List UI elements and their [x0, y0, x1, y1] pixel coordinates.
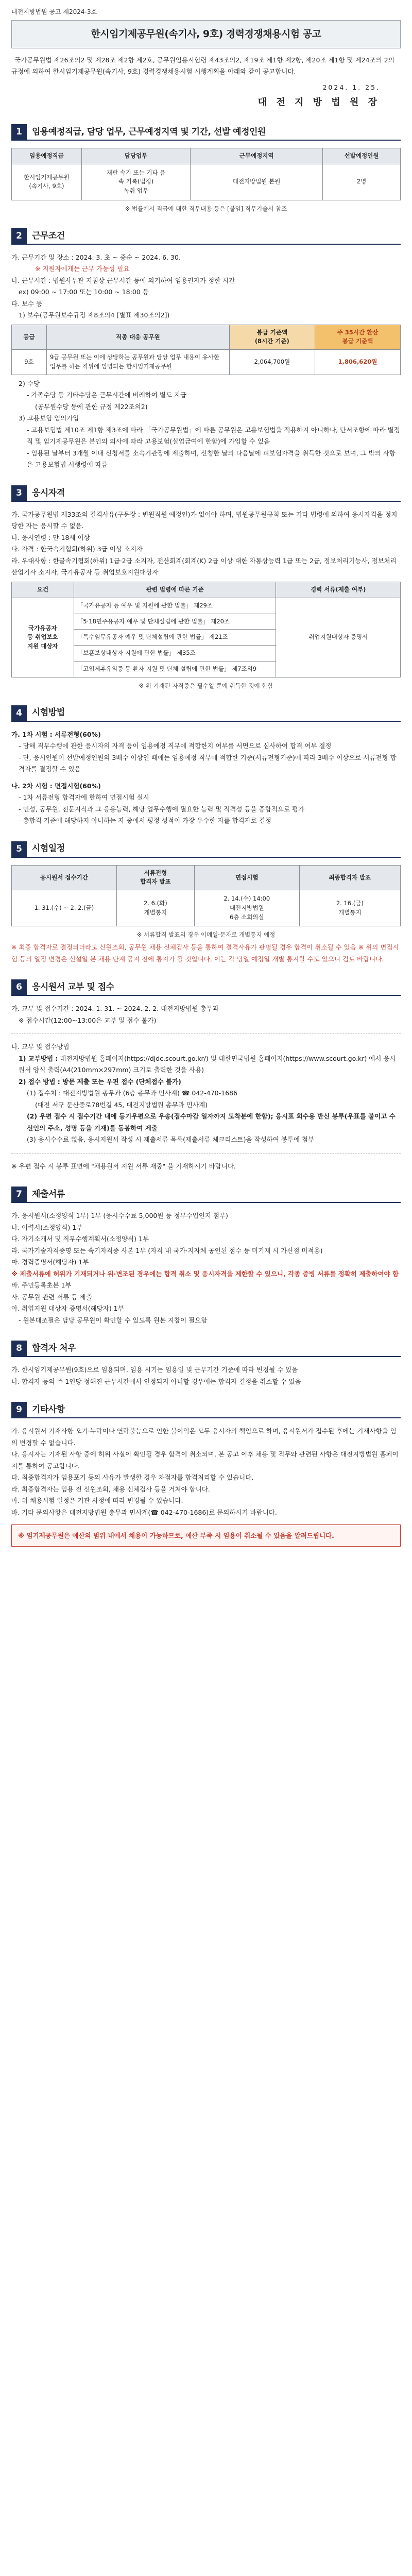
table-header-row [12, 148, 401, 164]
text-line: - 1차 서류전형 합격자에 한하여 면접시험 실시 [19, 793, 149, 802]
list-item: 다. 자기소개서 및 직무수행계획서(소정양식) 1부 [11, 1235, 149, 1243]
section-5-header [11, 841, 401, 858]
text-line: 2) 접수 방법 : 방문 제출 또는 우편 접수 (단체접수 불가) [19, 1077, 181, 1086]
table-cell: 「국가유공자 등 예우 및 지원에 관한 법률」 제29조 [74, 598, 276, 614]
section-number: 2 [11, 228, 27, 244]
table-header-cell: 담당업무 [81, 148, 190, 164]
table-header-cell: 요건 [12, 582, 74, 598]
section-1-header [11, 124, 401, 141]
table-cell: 2명 [322, 164, 400, 200]
section-number: 9 [11, 1402, 27, 1417]
section-title: 근무조건 [32, 230, 65, 241]
text-line: (3) 응시수수료 없음, 응시지원서 작성 시 제출서류 목록(제출서류 체크리스트)을 작성하여 봉투에 첨부 [27, 1136, 315, 1144]
table-cell: 대전지방법원 본원 [191, 164, 323, 200]
list-item: 나. 응시자는 기재된 사항 중에 허위 사실이 확인될 경우 합격이 취소되며, 본 공고 이후 채용 및 직무와 관련된 사항은 대전지방법원 홈페이지를 통하여 공고합니다. [11, 1450, 399, 1470]
table-cell: 2. 16.(금) 개별통지 [299, 890, 400, 926]
list-item: 가. 한시임기제공무원(9호)으로 임용되며, 임용 시기는 임용일 및 근무기간 기준에 따라 변경될 수 있음 [11, 1366, 298, 1374]
section-title: 시험일정 [32, 843, 65, 854]
table-header-cell: 최종합격자 발표 [299, 865, 400, 890]
position-table [11, 148, 401, 200]
list-item: 바. 기타 문의사항은 대전지방법원 총무과 민사계(☎ 042-470-1686)로 문의하시기 바랍니다. [11, 1508, 277, 1516]
section-number: 5 [11, 841, 27, 857]
table-header-cell: 근무예정지역 [191, 148, 323, 164]
table-note: ※ 서류합격 발표의 경우 이메일·문자로 개별통지 예정 [136, 931, 276, 939]
table-note: ※ 법률에서 직급에 대한 직무내용 등은 [붙임] 직무기술서 참조 [125, 205, 287, 212]
list-item: 마. 경력증명서(해당자) 1부 [11, 1258, 89, 1266]
section-number: 4 [11, 705, 27, 721]
table-cell: 9호 [12, 350, 47, 375]
budget-remark: ※ 임기제공무원은 예산의 범위 내에서 채용이 가능하므로, 예산 부족 시 임용이 취소될 수 있음을 알려드립니다. [11, 1524, 401, 1547]
list-item: 라. 국가기술자격증명 또는 속기자격증 사본 1부 (자격 내 국가·지자체 공인된 점수 등 미기재 시 가산점 미적용) [11, 1246, 323, 1255]
table-row [12, 598, 401, 614]
table-cell: 「고엽제후유의증 등 환자 지원 및 단체 설립에 관한 법률」 제7조의9 [74, 661, 276, 677]
list-item: 사. 공무원 관련 서류 등 제출 [11, 1293, 92, 1301]
text-line: ※ 지원자에게는 근무 가능성 필요 [35, 265, 130, 273]
table-row [12, 164, 401, 200]
section-number: 8 [11, 1341, 27, 1356]
text-line: - 담해 직무수행에 관한 응시자의 자격 등이 임용예정 직무에 적합한지 여부를 서면으로 심사하여 합격 여부 결정 [19, 742, 332, 750]
text-line: 가. 교부 및 접수기간 : 2024. 1. 31. ~ 2024. 2. 2. 대전지방법원 총무과 [11, 1005, 219, 1013]
section-2-header [11, 228, 401, 245]
table-cell: 2. 14.(수) 14:00 대전지방법원 6층 소회의실 [194, 890, 299, 926]
text-line: 라. 우대사항 : 한글속기협회(하위) 1급·2급 소지자, 전산회계(회계(K) 2급 이상·대한 자통상능력 1급 또는 2급, 정보처리기능사, 정보처리산업기사 소지자, 국가유공자 등 취업보호지원대상자 [11, 556, 397, 577]
pay-table [11, 325, 401, 375]
table-header-cell: 관련 법령에 따른 기준 [74, 582, 276, 598]
text-line: - 총합격 기준에 해당하지 아니하는 자 중에서 평정 성적이 가장 우수한 자를 합격자로 결정 [19, 817, 271, 825]
list-item: 아. 취업지원 대상자 증명서(해당자) 1부 [11, 1304, 124, 1313]
text-line: 다. 자격 : 한국속기협회(하위) 3급 이상 소지자 [11, 545, 143, 553]
text-line: - 고용보험법 제10조 제1항 제3조에 따라 「국가공무원법」에 따른 공무원은 고용보험법을 적용하지 아니하나, 단서조항에 따라 별정직 및 임기제공무원은 본인의 의사에 따라 고용보험(실업급여에 한함)에 가입할 수 있음 [27, 426, 400, 446]
section-number: 7 [11, 1187, 27, 1202]
notice-number: 대전지방법원 공고 제2024-3호 [11, 8, 97, 15]
notice-signer: 대 전 지 방 법 원 장 [258, 97, 380, 108]
text-line: 대전지방법원 홈페이지(https://djdc.scourt.go.kr/) 및 대한민국법원 홈페이지(https://www.scourt.go.kr) 에서 응시원서 양식 출력(A4(210mm×297mm) 크기로 출력한 것을 사용) [19, 1054, 396, 1074]
table-cell: 9급 공무원 또는 이에 상당하는 공무원과 담당 업무 내용이 유사한 업무를 하는 직위에 임명되는 한시임기제공무원 [46, 350, 229, 375]
section-9-header [11, 1402, 401, 1418]
text-line: (공무원수당 등에 관한 규정 제22조의2) [35, 402, 148, 411]
table-cell: 2,064,700원 [229, 350, 315, 375]
text-line: (1) 접수처 : 대전지방법원 총무과 (6층 총무과 민사계) ☎ 042-470-1686 [27, 1089, 237, 1097]
notice-title: 한시임기제공무원(속기사, 9호) 경력경쟁채용시험 공고 [11, 20, 401, 48]
table-row [12, 350, 401, 375]
table-header-row [12, 325, 401, 350]
table-header-cell: 선발예정인원 [322, 148, 400, 164]
table-header-row [12, 865, 401, 890]
section-title: 시험방법 [32, 707, 65, 718]
table-cell: 1. 31.(수) ~ 2. 2.(금) [12, 890, 117, 926]
table-row [12, 890, 401, 926]
table-header-cell: 서류전형 합격자 발표 [116, 865, 194, 890]
table-header-cell: 경력 서류(제출 여부) [276, 582, 401, 598]
text-line: 나. 근무시간 : 법원사무관 지침상 근무시간 등에 의거하여 임용권자가 정한 시간 [11, 276, 235, 284]
text-line: - 단, 응시인원이 선발예정인원의 3배수 이상인 때에는 임용예정 직무에 적합한 기준(서류전형기준)에 따라 3배수 이상으로 서류전형 합격자를 결정할 수 있음 [19, 753, 397, 773]
text-line: 나. 교부 및 접수방법 [11, 1043, 70, 1051]
text-line: ex) 09:00 ~ 17:00 또는 10:00 ~ 18:00 등 [19, 288, 149, 296]
table-cell: 1,806,620원 [315, 350, 400, 375]
warning-text: ※ 제출서류에 허위가 기재되거나 위·변조된 경우에는 합격 취소 및 응시자격을 제한할 수 있으니, 각종 증빙 서류를 정확히 제출하여야 함 [11, 1269, 399, 1278]
section-number: 6 [11, 979, 27, 995]
section-title: 응시자격 [32, 487, 65, 498]
section-4-header [11, 705, 401, 722]
text-line: ※ 접수시간(12:00~13:00은 교부 및 접수 불가) [19, 1016, 157, 1024]
table-cell: 취업지원대상자 증명서 [276, 598, 401, 677]
table-cell: 「보훈보상대상자 지원에 관한 법률」 제35조 [74, 646, 276, 662]
text-line: 3) 고용보험 임의가입 [19, 414, 79, 422]
table-cell: 2. 6.(화) 개별통지 [116, 890, 194, 926]
text-line: 나. 응시연령 : 만 18세 이상 [11, 533, 90, 541]
text-line: 가. 근무기간 및 장소 : 2024. 3. 초 ~ 중순 ~ 2024. 6. 30. [11, 253, 181, 261]
section-title: 임용예정직급, 담당 업무, 근무예정지역 및 기간, 선발 예정인원 [32, 126, 266, 137]
text-line: - 가족수당 등 기타수당은 근무시간에 비례하여 별도 지급 [27, 391, 187, 399]
list-item: 다. 최종합격자가 임용포기 등의 사유가 발생한 경우 차점자를 합격처리할 수 있습니다. [11, 1473, 254, 1482]
table-cell: 「5·18민주유공자 예우 및 단체설립에 관한 법률」 제20조 [74, 614, 276, 630]
section-title: 제출서류 [32, 1189, 65, 1199]
text-line: 다. 보수 등 [11, 299, 43, 308]
table-header-cell: 응시원서 접수기간 [12, 865, 117, 890]
list-item: 라. 최종합격자는 임용 전 신원조회, 채용 신체검사 등을 거쳐야 합니다. [11, 1485, 210, 1493]
table-header-cell: 봉급 기준액 (8시간 기준) [229, 325, 315, 350]
table-header-cell: 면접시험 [194, 865, 299, 890]
text-line: ※ 우편 접수 시 봉투 표면에 "채용원서 지원 서류 재중" 을 기재하시기 바랍니다. [11, 1162, 236, 1170]
section-7-header [11, 1187, 401, 1203]
schedule-table [11, 865, 401, 927]
text-line: 2) 수당 [19, 379, 40, 387]
list-item: 바. 주민등록초본 1부 [11, 1281, 72, 1290]
text-line: - 임용된 날부터 3개월 이내 신청서를 소속기관장에 제출하며, 신청한 날의 다음날에 피보험자격을 취득한 것으로 보며, 그 밖의 사항은 고용보험법 시행령에 따름 [27, 449, 396, 469]
text-line: 1) 교부방법 : [19, 1054, 58, 1062]
table-header-row [12, 582, 401, 598]
text-line: ※ 최종 합격자로 결정되더라도 신원조회, 공무원 채용 신체검사 등을 통하여 결격사유가 판명될 경우 합격이 취소될 수 있음 ※ 위의 면접시험 등의 일정 변경은 신설일 본 채용 단계 공지 전에 통지가 될 것입니다. 이는 각 당일 예정일 개별 통지할 수도 있으니 검토 바랍니다. [11, 943, 399, 963]
text-line: - 인성, 공무원, 전문지식과 그 응용능력, 해당 업무수행에 필요한 능력 및 적격성 등을 종합적으로 평가 [19, 805, 305, 813]
section-6-header [11, 979, 401, 996]
table-header-cell: 등급 [12, 325, 47, 350]
notice-date: 2024. 1. 25. [322, 83, 380, 91]
section-title: 응시원서 교부 및 접수 [32, 981, 114, 992]
notice-intro: 국가공무원법 제26조의2 및 제28조 제2항 제2호, 공무원임용시험령 제43조의2, 제19조 제1항·제2항, 제20조 제1항 및 제24조의 2의 규정에 의하여 한시임기제공무원(속기사, 9호) 경력경쟁채용시험 시행계획을 아래와 같이 공고합니다. [11, 56, 394, 75]
text-line: 1) 보수(공무원보수규정 제8조의4 [별표 제30조의2]) [19, 311, 170, 319]
list-item: 나. 이력서(소정양식) 1부 [11, 1223, 83, 1231]
text-line: 가. 1차 시험 : 서류전형(60%) [11, 730, 101, 738]
section-8-header [11, 1341, 401, 1357]
table-cell: 재판 속기 또는 기타 음 속 기록(법정) 녹취 업무 [81, 164, 190, 200]
text-line: (2) 우편 접수 시 접수기간 내에 등기우편으로 우송(접수마감 일자까지 도착분에 한함); 응시표 회수용 반신 봉투(우표를 붙이고 수신인의 주소, 성명 등을 기재)를 동봉하여 제출 [27, 1112, 396, 1132]
qualification-table [11, 582, 401, 677]
section-title: 기타사항 [32, 1404, 65, 1415]
section-3-header [11, 485, 401, 502]
text-line: (대전 서구 둔산중로78번길 45, 대전지방법원 총무과 민사계) [35, 1100, 208, 1109]
table-header-cell: 임용예정직급 [12, 148, 82, 164]
list-item: 가. 응시원서 기재사항 오기·누락이나 연락불능으로 인한 불이익은 모두 응시자의 책임으로 하며, 응시원서가 접수된 후에는 기재사항을 임의 변경할 수 없습니다. [11, 1427, 397, 1447]
table-cell: 한시임기제공무원 (속기사, 9호) [12, 164, 82, 200]
table-cell: 국가유공자 등 취업보호 지원 대상자 [12, 598, 74, 677]
section-number: 1 [11, 124, 27, 140]
section-title: 합격자 처우 [32, 1343, 76, 1353]
list-item: 마. 위 채용시험 일정은 기관 사정에 따라 변경될 수 있습니다. [11, 1497, 183, 1505]
section-number: 3 [11, 485, 27, 501]
text-line: 나. 2차 시험 : 면접시험(60%) [11, 782, 101, 790]
table-header-cell: 직종 대응 공무원 [46, 325, 229, 350]
table-header-cell: 주 35시간 환산 봉급 기준액 [315, 325, 400, 350]
list-item: 가. 응시원서(소정양식 1부) 1부 (응시수수료 5,000원 등 정부수입인지 첨부) [11, 1212, 228, 1220]
list-item: 나. 합격자 등의 주 1인당 정해진 근무시간에서 인정되지 아니할 경우에는 합격자 결정을 취소할 수 있음 [11, 1377, 301, 1385]
text-line: 가. 국가공무원법 제33조의 결격사유(구문장 : 변원직원 예정인)가 없어야 하며, 법원공무원규칙 또는 기타 법령에 의하여 응시자격을 정지당한 자는 응시할 수 없음. [11, 510, 398, 530]
table-cell: 「특수임무유공자 예우 및 단체설립에 관한 법률」 제21조 [74, 630, 276, 646]
table-note: ※ 위 기재된 자격증은 필수일 뿐에 취득한 것에 한함 [139, 682, 273, 689]
text-line: - 원본대조필은 담당 공무원이 확인할 수 있도록 원본 지참이 필요함 [19, 1316, 208, 1324]
